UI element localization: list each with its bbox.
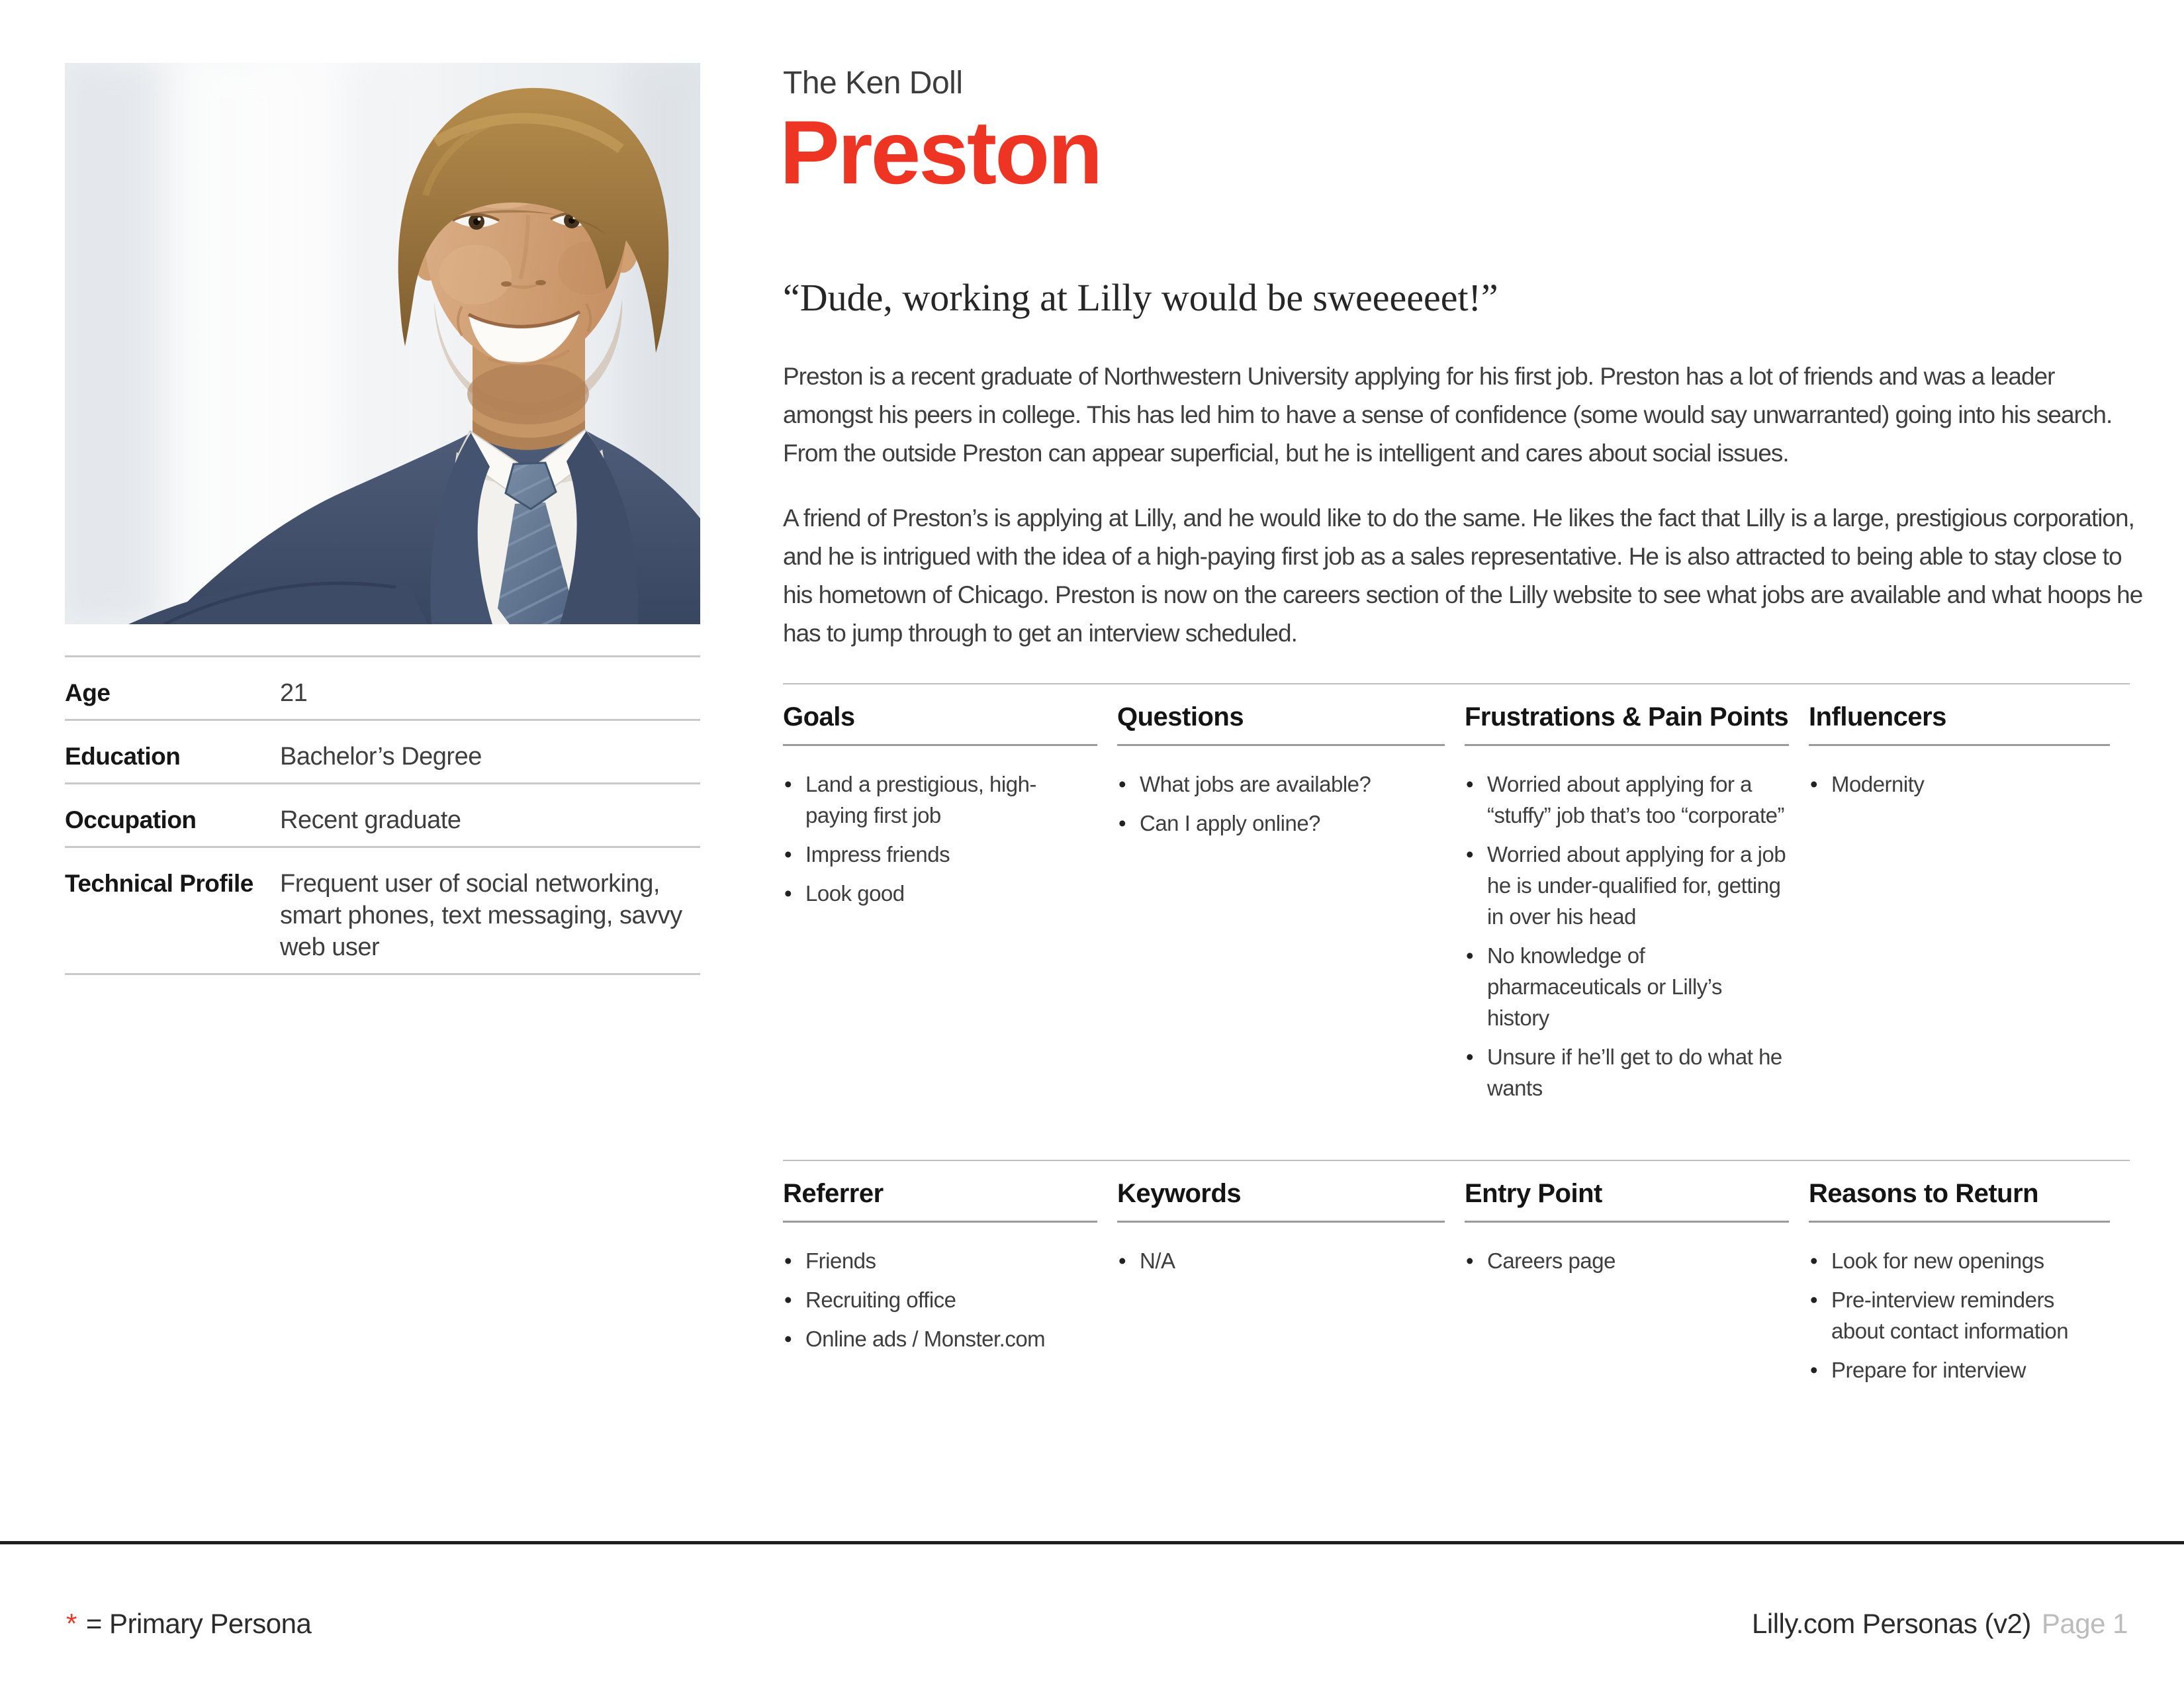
profile-label: Technical Profile	[65, 870, 253, 897]
footer-doc-info	[1752, 1607, 2128, 1640]
list-item: • Online ads / Monster.com	[783, 1323, 1097, 1354]
referrer-list	[783, 1245, 1097, 1354]
profile-label: Occupation	[65, 806, 197, 833]
reasons-to-return-list	[1809, 1245, 2110, 1385]
legend-text: = Primary Persona	[85, 1608, 312, 1639]
list-item: • Can I apply online?	[1117, 808, 1445, 839]
list-item: • Prepare for interview	[1809, 1354, 2110, 1385]
document-title: Lilly.com Personas (v2)	[1752, 1608, 2031, 1639]
persona-name: Preston	[780, 102, 1101, 203]
bottom-divider	[0, 1541, 2184, 1544]
cell-title: Reasons to Return	[1809, 1161, 2110, 1223]
matrix-row-1	[783, 683, 2130, 1111]
cell-title: Referrer	[783, 1161, 1097, 1223]
cell-entry-point	[1465, 1160, 1809, 1393]
profile-label: Education	[65, 743, 181, 770]
list-item: • N/A	[1117, 1245, 1445, 1276]
cell-title: Entry Point	[1465, 1161, 1789, 1223]
cell-title: Goals	[783, 684, 1097, 746]
list-item: • No knowledge of pharmaceuticals or Lilly’s history	[1465, 940, 1789, 1033]
persona-bio	[783, 357, 2143, 679]
cell-frustrations	[1465, 683, 1809, 1111]
cell-title: Keywords	[1117, 1161, 1445, 1223]
primary-persona-asterisk: *	[66, 1608, 77, 1639]
page-number: Page 1	[2041, 1608, 2128, 1639]
persona-quote: “Dude, working at Lilly would be sweeeeeet!”	[783, 276, 1498, 319]
cell-title: Influencers	[1809, 684, 2110, 746]
footer-legend	[66, 1607, 311, 1640]
list-item: • Worried about applying for a “stuffy” job that’s too “corporate”	[1465, 769, 1789, 831]
matrix-row-2	[783, 1160, 2130, 1393]
profile-value: 21	[280, 679, 308, 707]
influencers-list	[1809, 769, 2110, 800]
list-item: • Look for new openings	[1809, 1245, 2110, 1276]
list-item: • Worried about applying for a job he is under-qualified for, getting in over his head	[1465, 839, 1789, 932]
entry-point-list	[1465, 1245, 1789, 1276]
cell-goals	[783, 683, 1117, 1111]
profile-value: Frequent user of social networking, smart phones, text messaging, savvy web user	[280, 870, 682, 961]
cell-title: Frustrations & Pain Points	[1465, 684, 1789, 746]
bio-paragraph: Preston is a recent graduate of Northwestern University applying for his first job. Preston has a lot of friends and was a leader amongst his peers in college. This has led him to have a sense of confidence (some would say unwarranted) going into his search. From the outside Preston can appear superficial, but he is intelligent and cares about social issues.	[783, 363, 2113, 467]
profile-value: Recent graduate	[280, 806, 461, 834]
list-item: • Modernity	[1809, 769, 2110, 800]
questions-list	[1117, 769, 1445, 839]
profile-row-technical-profile	[65, 846, 700, 975]
profile-table	[65, 655, 700, 975]
frustrations-list	[1465, 769, 1789, 1103]
keywords-list	[1117, 1245, 1445, 1276]
list-item: • Impress friends	[783, 839, 1097, 870]
list-item: • Friends	[783, 1245, 1097, 1276]
list-item: • Pre-interview reminders about contact information	[1809, 1284, 2110, 1346]
list-item: • Unsure if he’ll get to do what he wants	[1465, 1041, 1789, 1103]
bio-paragraph: A friend of Preston’s is applying at Lilly, and he would like to do the same. He likes the fact that Lilly is a large, prestigious corporation, and he is intrigued with the idea of a high-paying first job as a sales representative. He is also attracted to being able to stay close to his hometown of Chicago. Preston is now on the careers section of the Lilly website to see what jobs are available and what hoops he has to jump through to get an interview scheduled.	[783, 504, 2143, 647]
profile-row-occupation	[65, 782, 700, 846]
profile-label: Age	[65, 679, 111, 706]
list-item: • Land a prestigious, high-paying first job	[783, 769, 1097, 831]
persona-kicker: The Ken Doll	[783, 66, 963, 101]
cell-title: Questions	[1117, 684, 1445, 746]
cell-questions	[1117, 683, 1465, 1111]
persona-photo-illustration	[65, 63, 700, 624]
list-item: • Look good	[783, 878, 1097, 909]
cell-referrer	[783, 1160, 1117, 1393]
goals-list	[783, 769, 1097, 909]
cell-reasons-to-return	[1809, 1160, 2130, 1393]
persona-photo	[65, 63, 700, 624]
profile-row-age	[65, 655, 700, 719]
list-item: • Recruiting office	[783, 1284, 1097, 1315]
list-item: • What jobs are available?	[1117, 769, 1445, 800]
list-item: • Careers page	[1465, 1245, 1789, 1276]
profile-value: Bachelor’s Degree	[280, 743, 482, 771]
cell-keywords	[1117, 1160, 1465, 1393]
profile-row-education	[65, 719, 700, 782]
cell-influencers	[1809, 683, 2130, 1111]
